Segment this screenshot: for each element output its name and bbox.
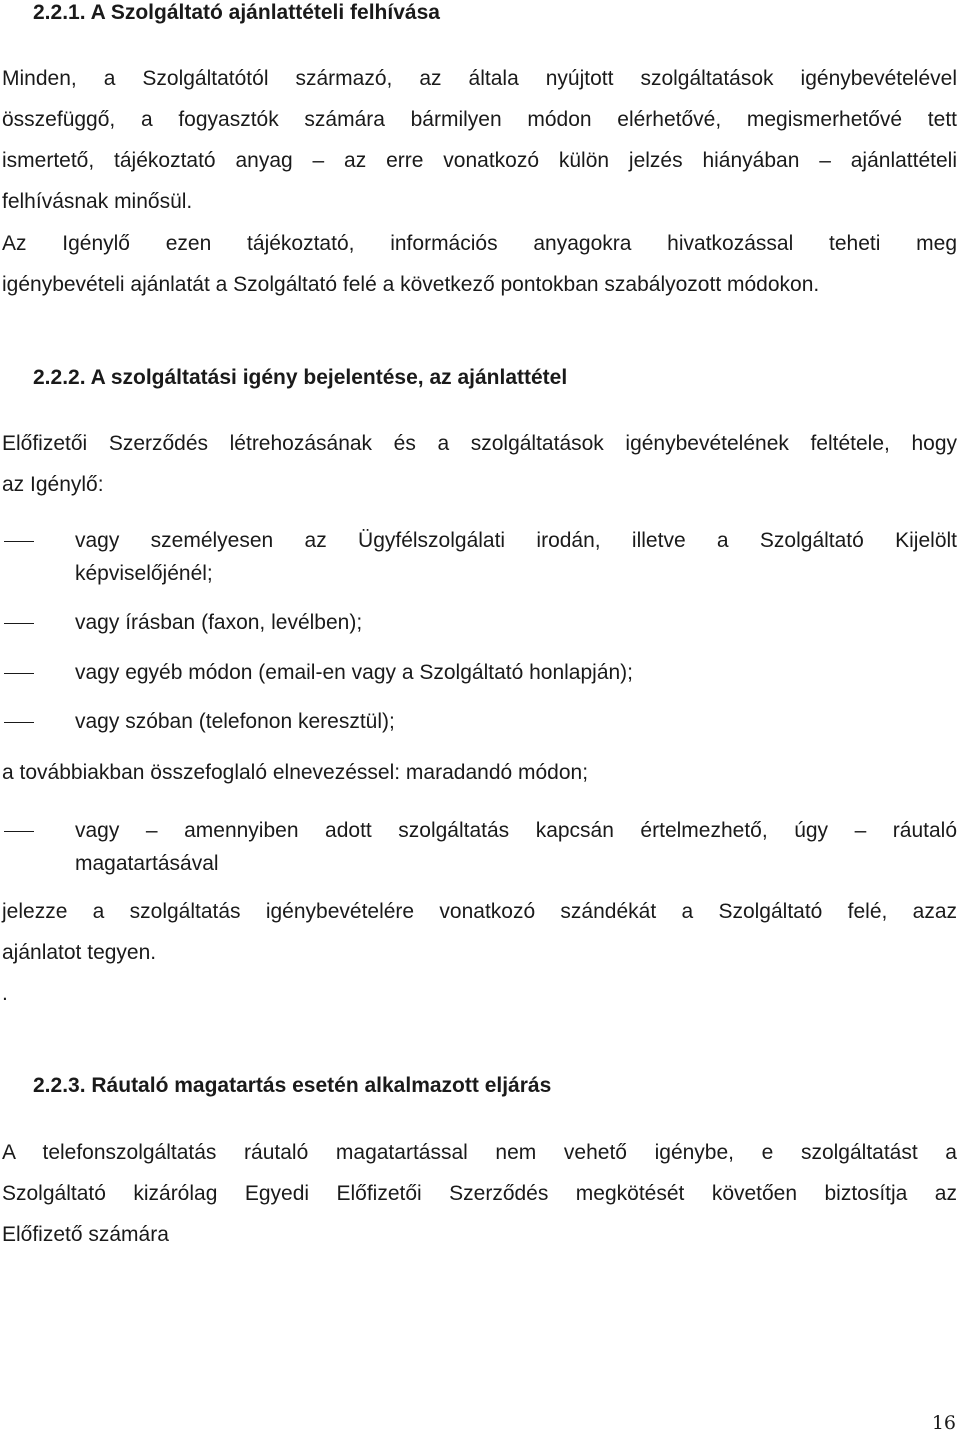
heading-number: 2.2.1. — [33, 1, 86, 24]
text-line: ajánlatot tegyen. — [2, 941, 157, 964]
text-line: az Igénylő: — [2, 473, 104, 496]
text-line: Előfizető számára — [2, 1223, 169, 1246]
dash-bullet-icon — [4, 541, 34, 542]
text-line: magatartásával — [75, 852, 219, 875]
text-line: vagy szóban (telefonon keresztül); — [75, 710, 395, 733]
text-line: felhívásnak minősül. — [2, 190, 193, 213]
text-line: . — [2, 982, 8, 1005]
text-line: Minden, a Szolgáltatótól származó, az általa nyújtott szolgáltatások igénybevételével — [2, 67, 957, 90]
heading-number: 2.2.2. — [33, 366, 86, 389]
text-line: igénybevételi ajánlatát a Szolgáltató felé a következő pontokban szabályozott módokon. — [2, 273, 820, 296]
page-number: 16 — [931, 1412, 956, 1434]
text-line: képviselőjénél; — [75, 562, 213, 585]
text-line: ismertető, tájékoztató anyag – az erre vonatkozó külön jelzés hiányában – ajánlattételi — [2, 149, 957, 172]
text-line: jelezze a szolgáltatás igénybevételére vonatkozó szándékát a Szolgáltató felé, azaz — [2, 900, 957, 923]
heading-2-2-1 — [33, 0, 440, 26]
heading-2-2-2 — [33, 365, 567, 391]
text-line: vagy személyesen az Ügyfélszolgálati irodán, illetve a Szolgáltató Kijelölt — [75, 529, 957, 552]
text-line: Szolgáltató kizárólag Egyedi Előfizetői Szerződés megkötését követően biztosítja az — [2, 1182, 957, 1205]
text-line: vagy írásban (faxon, levélben); — [75, 611, 363, 634]
dash-bullet-icon — [4, 831, 34, 832]
text-line: vagy egyéb módon (email-en vagy a Szolgáltató honlapján); — [75, 661, 634, 684]
heading-number: 2.2.3. — [33, 1074, 86, 1097]
text-line: Az Igénylő ezen tájékoztató, információs anyagokra hivatkozással teheti meg — [2, 232, 957, 255]
summary-line: a továbbiakban összefoglaló elnevezéssel: maradandó módon; — [2, 761, 589, 784]
text-line: Előfizetői Szerződés létrehozásának és a szolgáltatások igénybevételének feltétele, hogy — [2, 432, 957, 455]
dash-bullet-icon — [4, 623, 34, 624]
heading-title: A Szolgáltató ajánlattételi felhívása — [90, 1, 440, 24]
dash-bullet-icon — [4, 722, 34, 723]
heading-title: A szolgáltatási igény bejelentése, az ajánlattétel — [90, 366, 568, 389]
dash-bullet-icon — [4, 673, 34, 674]
text-line: A telefonszolgáltatás ráutaló magatartással nem vehető igénybe, e szolgáltatást a — [2, 1141, 957, 1164]
text-line: vagy – amennyiben adott szolgáltatás kapcsán értelmezhető, úgy – ráutaló — [75, 819, 957, 842]
text-line: összefüggő, a fogyasztók számára bármilyen módon elérhetővé, megismerhetővé tett — [2, 108, 957, 131]
heading-2-2-3 — [33, 1073, 551, 1099]
heading-title: Ráutaló magatartás esetén alkalmazott eljárás — [91, 1074, 552, 1097]
